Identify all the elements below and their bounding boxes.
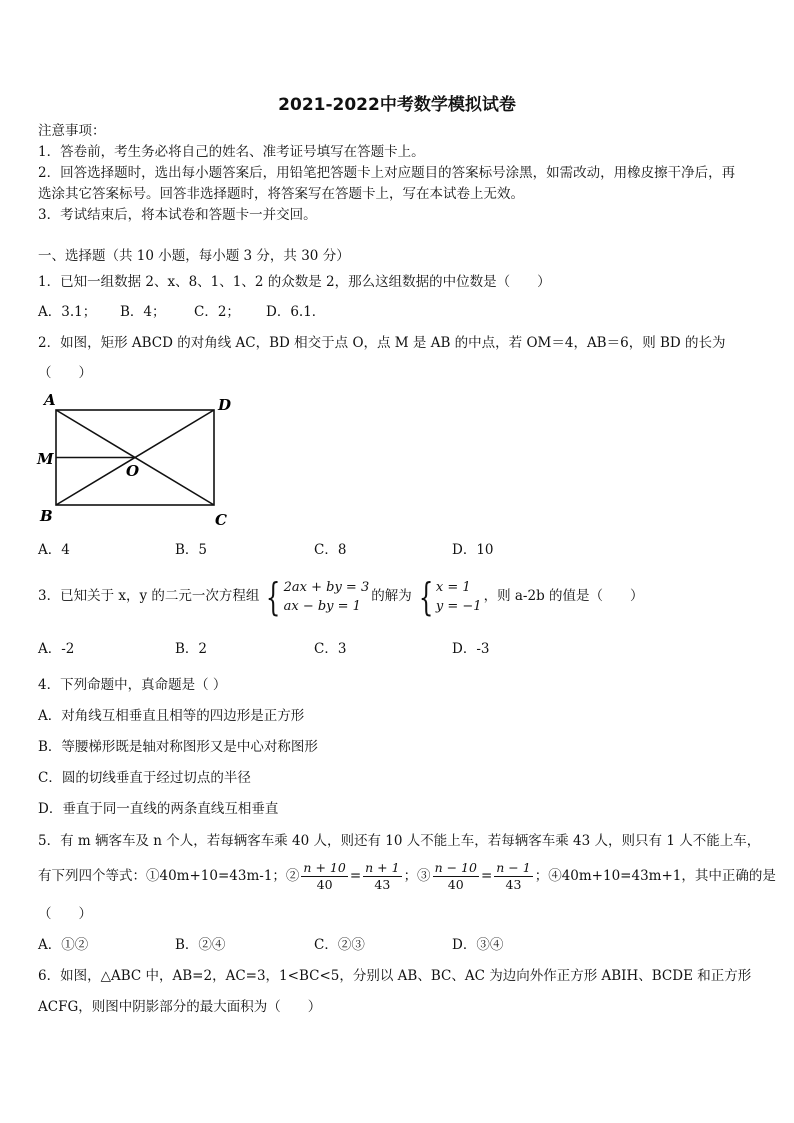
q3-solution-system: { x = 1 y = −1 — [418, 574, 482, 619]
label-b: B — [40, 507, 53, 525]
question-6-stem-a: 6．如图，△ABC 中，AB=2，AC=3，1<BC<5，分别以 AB、BC、AC 为边向外作正方形 ABIH、BCDE 和正方形 — [38, 968, 752, 984]
question-4-stem: 4．下列命题中，真命题是（ ） — [38, 677, 227, 693]
q5-option-d: D．③④ — [452, 937, 504, 953]
q5-fraction-2-num: n + 1 — [365, 860, 400, 875]
question-6-stem-b: ACFG，则图中阴影部分的最大面积为（ ） — [38, 999, 322, 1015]
q1-option-d: D．6.1． — [266, 304, 326, 320]
question-5-paren: （ ） — [38, 906, 92, 922]
q1-option-b: B．4； — [120, 304, 166, 320]
rectangle-figure — [34, 390, 244, 530]
q3-equation-system: { 2ax + by = 3 ax − by = 1 — [266, 574, 370, 619]
q5-option-a: A．①② — [38, 937, 89, 953]
q5-fraction-4-den: 43 — [505, 877, 522, 892]
q3-solution-y: y = −1 — [435, 598, 482, 614]
q2-option-a: A．4 — [38, 542, 70, 558]
q5-line2-part-a: 有下列四个等式：①40m+10=43m-1；② — [38, 868, 300, 884]
q5-fraction-1-den: 40 — [316, 877, 333, 892]
label-c: C — [215, 511, 227, 529]
notice-item-2a: 2．回答选择题时，选出每小题答案后，用铅笔把答题卡上对应题目的答案标号涂黑，如需改动，用橡皮擦干净后，再 — [38, 165, 736, 181]
q5-option-c: C．②③ — [314, 937, 365, 953]
q5-line2-part-b: ；④40m+10=43m+1，其中正确的是 — [534, 868, 776, 884]
q3-stem-part-c: ，则 a-2b 的值是（ ） — [483, 588, 644, 604]
question-2-paren: （ ） — [38, 365, 92, 381]
q4-option-d: D．垂直于同一直线的两条直线互相垂直 — [38, 801, 279, 817]
q2-option-b: B．5 — [175, 542, 208, 558]
notice-heading: 注意事项： — [38, 123, 106, 139]
q3-option-a: A．-2 — [38, 641, 75, 657]
q5-fraction-3-den: 40 — [447, 877, 464, 892]
section-heading: 一、选择题（共 10 小题，每小题 3 分，共 30 分） — [38, 248, 350, 264]
q3-stem-part-a: 3．已知关于 x，y 的二元一次方程组 — [38, 588, 260, 604]
q3-option-b: B．2 — [175, 641, 208, 657]
q5-equals-2: = — [480, 868, 493, 884]
q3-equation-1: 2ax + by = 3 — [283, 579, 370, 595]
q5-fraction-2 — [363, 860, 401, 893]
label-o: O — [126, 462, 140, 480]
q3-option-c: C．3 — [314, 641, 347, 657]
question-1-stem: 1．已知一组数据 2、x、8、1、1、2 的众数是 2，那么这组数据的中位数是（ ） — [38, 274, 551, 290]
label-m: M — [37, 450, 54, 468]
q1-option-c: C．2； — [194, 304, 240, 320]
q4-option-c: C．圆的切线垂直于经过切点的半径 — [38, 770, 251, 786]
label-d: D — [218, 396, 232, 414]
q2-option-d: D．10 — [452, 542, 494, 558]
q5-fraction-3-num: n − 10 — [434, 860, 477, 875]
q4-option-b: B．等腰梯形既是轴对称图形又是中心对称图形 — [38, 739, 318, 755]
notice-item-1: 1．答卷前，考生务必将自己的姓名、准考证号填写在答题卡上。 — [38, 144, 425, 160]
label-a: A — [44, 391, 56, 409]
q5-equals-1: = — [349, 868, 362, 884]
page-title: 2021-2022中考数学模拟试卷 — [278, 95, 516, 115]
q5-fraction-4-num: n − 1 — [496, 860, 531, 875]
question-3-stem — [38, 572, 644, 620]
q5-fraction-1 — [301, 860, 347, 893]
q1-option-a: A．3.1； — [38, 304, 97, 320]
q4-option-a: A．对角线互相垂直且相等的四边形是正方形 — [38, 708, 305, 724]
q2-option-c: C．8 — [314, 542, 347, 558]
q5-fraction-2-den: 43 — [374, 877, 391, 892]
q3-solution-x: x = 1 — [435, 579, 471, 595]
q5-option-b: B．②④ — [175, 937, 226, 953]
question-2-stem: 2．如图，矩形 ABCD 的对角线 AC，BD 相交于点 O，点 M 是 AB 的中点，若 OM＝4，AB＝6，则 BD 的长为 — [38, 335, 726, 351]
notice-item-2b: 选涂其它答案标号。回答非选择题时，将答案写在答题卡上，写在本试卷上无效。 — [38, 186, 524, 202]
notice-item-3: 3．考试结束后，将本试卷和答题卡一并交回。 — [38, 207, 317, 223]
question-5-stem: 5．有 m 辆客车及 n 个人，若每辆客车乘 40 人，则还有 10 人不能上车，若每辆客车乘 43 人，则只有 1 人不能上车， — [38, 833, 761, 849]
q3-stem-part-b: 的解为 — [371, 588, 412, 604]
q5-fraction-1-num: n + 10 — [303, 860, 346, 875]
q5-fraction-4 — [494, 860, 532, 893]
q5-fraction-3 — [433, 860, 479, 893]
question-5-line-2 — [38, 856, 776, 896]
q3-equation-2: ax − by = 1 — [283, 598, 361, 614]
q5-separator: ；③ — [403, 868, 431, 884]
q3-option-d: D．-3 — [452, 641, 490, 657]
